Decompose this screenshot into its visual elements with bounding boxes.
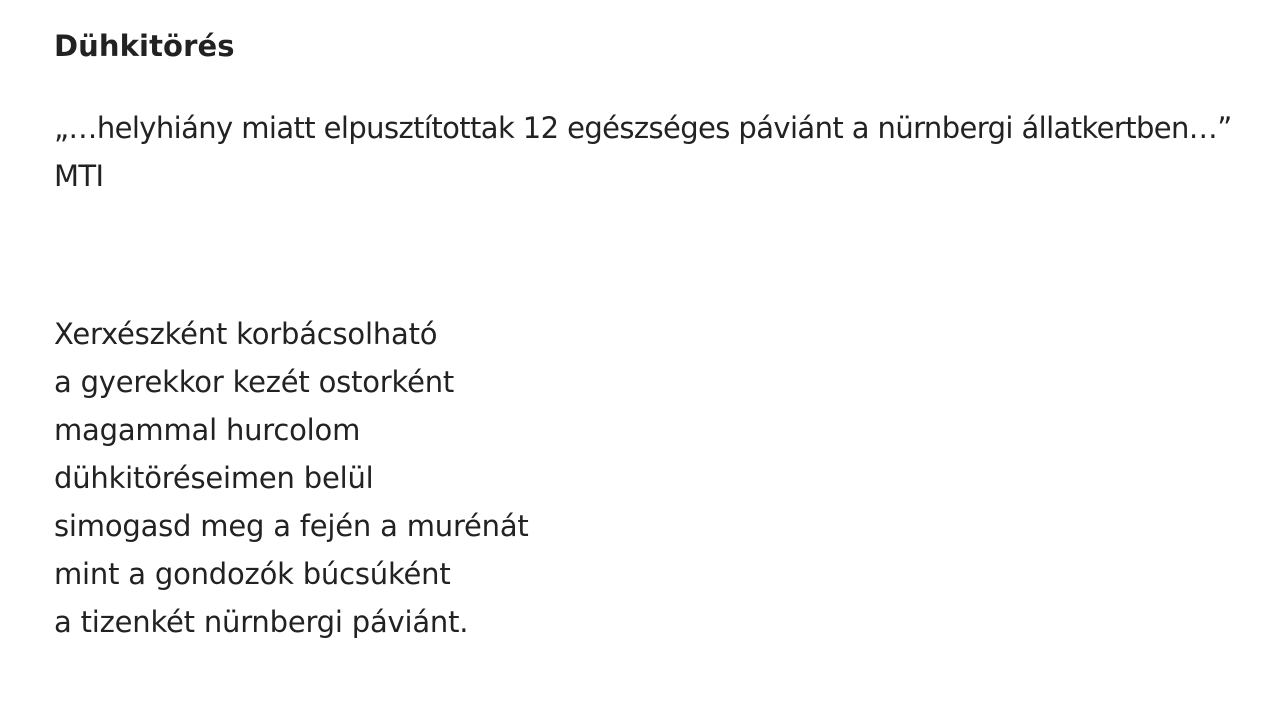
poem-title: Dühkitörés xyxy=(54,29,235,63)
poem-line: a gyerekkor kezét ostorként xyxy=(54,365,455,399)
epigraph-source: MTI xyxy=(54,159,104,193)
poem-line: simogasd meg a fején a murénát xyxy=(54,509,529,543)
poem-line: dühkitöréseimen belül xyxy=(54,461,374,495)
poem-line: Xerxészként korbácsolható xyxy=(54,317,438,351)
poem-body xyxy=(54,310,529,646)
poem-line: mint a gondozók búcsúként xyxy=(54,557,451,591)
epigraph xyxy=(54,104,1232,200)
epigraph-quote: „…helyhiány miatt elpusztítottak 12 egészséges páviánt a nürnbergi állatkertben…” xyxy=(54,111,1232,145)
poem-line: magammal hurcolom xyxy=(54,413,361,447)
poem-line: a tizenkét nürnbergi páviánt. xyxy=(54,605,469,639)
